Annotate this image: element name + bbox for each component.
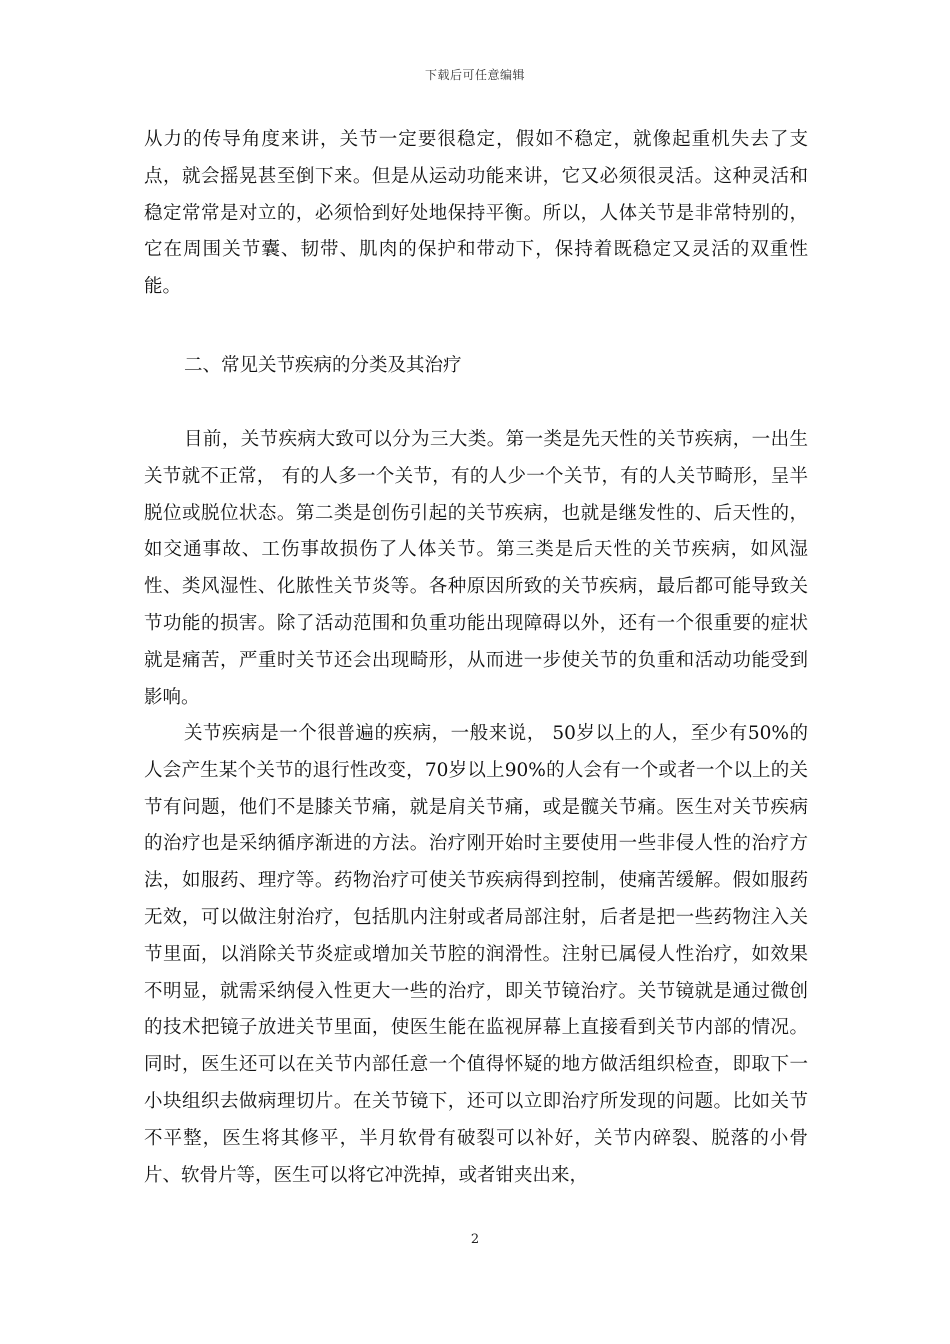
paragraph-treatment: 关节疾病是一个很普遍的疾病，一般来说， 50岁以上的人，至少有50%的人会产生某个关节的退行性改变，70岁以上90%的人会有一个或者一个以上的关节有问题，他们不是膝关节痛，就是肩关节痛，或是髋关节痛。医生对关节疾病的治疗也是采纳循序渐进的方法。治疗刚开始时主要使用一些非侵人性的治疗方法，如服药、理疗等。药物治疗可使关节疾病得到控制，使痛苦缓解。假如服药无效，可以做注射治疗，包括肌内注射或者局部注射，后者是把一些药物注入关节里面，以消除关节炎症或增加关节腔的润滑性。注射已属侵人性治疗，如效果不明显，就需采纳侵入性更大一些的治疗，即关节镜治疗。关节镜就是通过微创的技术把镜子放进关节里面，使医生能在监视屏幕上直接看到关节内部的情况。同时，医生还可以在关节内部任意一个值得怀疑的地方做活组织检查，即取下一小块组织去做病理切片。在关节镜下，还可以立即治疗所发现的问题。比如关节不平整，医生将其修平，半月软骨有破裂可以补好，关节内碎裂、脱落的小骨片、软骨片等，医生可以将它冲洗掉，或者钳夹出来， <box>144 723 808 1186</box>
page-header: 下载后可任意编辑 <box>424 68 525 82</box>
paragraph-disease-categories: 目前，关节疾病大致可以分为三大类。第一类是先天性的关节疾病，一出生关节就不正常， 有的人多一个关节，有的人少一个关节，有的人关节畸形，呈半脱位或脱位状态。第二类是创伤引起的关节疾病，也就是继发性的、后天性的，如交通事故、工伤事故损伤了人体关节。第三类是后天性的关节疾病，如风湿性、类风湿性、化脓性关节炎等。各种原因所致的关节疾病，最后都可能导致关节功能的损害。除了活动范围和负重功能出现障碍以外，还有一个很重要的症状就是痛苦，严重时关节还会出现畸形，从而进一步使关节的负重和活动功能受到影响。 <box>144 429 808 708</box>
section-heading: 二、常见关节疾病的分类及其治疗 <box>184 355 462 376</box>
paragraph-joint-stability: 从力的传导角度来讲，关节一定要很稳定，假如不稳定，就像起重机失去了支点，就会摇晃甚至倒下来。但是从运动功能来讲，它又必须很灵活。这种灵活和稳定常常是对立的，必须恰到好处地保持平衡。所以，人体关节是非常特别的，它在周围关节囊、韧带、肌肉的保护和带动下，保持着既稳定又灵活的双重性能。 <box>144 129 808 298</box>
page-number: 2 <box>470 1232 480 1247</box>
